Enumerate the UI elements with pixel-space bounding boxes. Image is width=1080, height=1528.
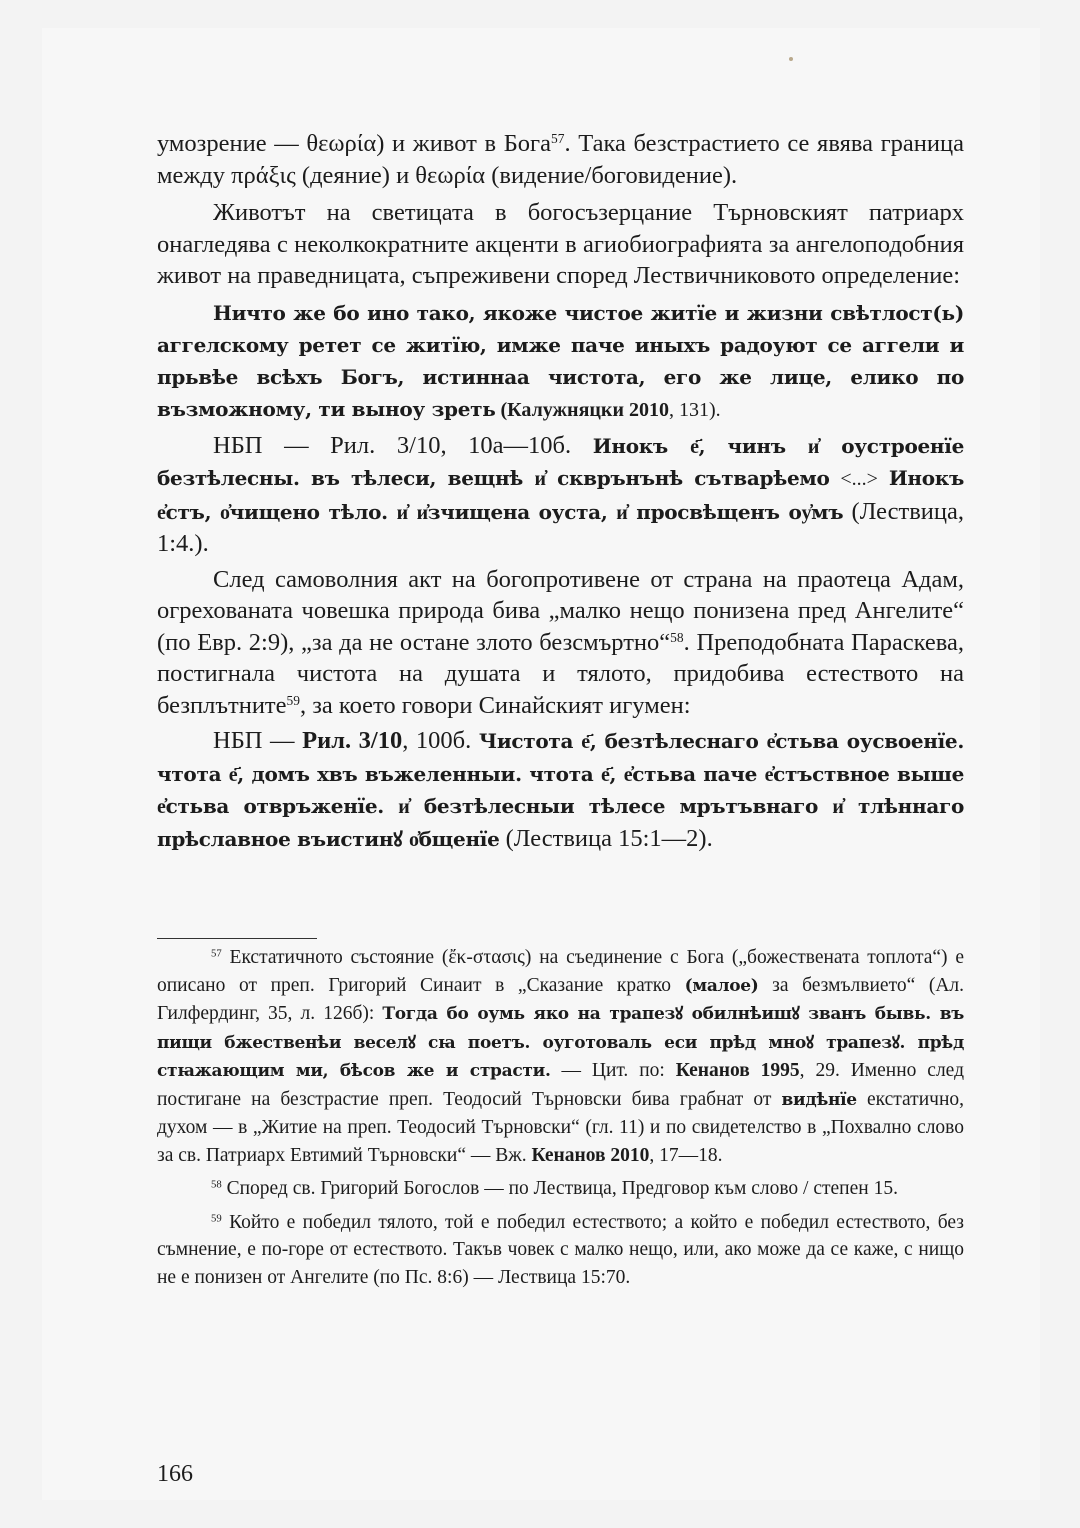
paper-speck [789,57,793,61]
quote-2: НБП — Рил. 3/10, 10а—10б. Инокъ е҃, чинъ и҆ оустроенїе безтѣлесны. въ тѣлеси, вещнѣ и҆ скврънънѣ сътварѣемо <...> Инокъ е҆стъ, о҆чищено тѣло. и҆ и҆зчищена оуста, и҆ просвѣщенъ оу҆мъ (Лествица, 1:4.). [157,431,965,557]
main-text [157,128,964,855]
paragraph-3: След самоволния акт на богопротивене от страна на праотеца Адам, огрехованата човешка природа бива „малко нещо понизена пред Ангелите“ (по Евр. 2:9), „за да не остане злото безсмъртно“$^{58}$. Преподобната Параскева, постигнала чистота на душата и тялото, придобива естеството на безплътните$^{59}$, за което говори Синайският игумен: [157,565,964,719]
paragraph-2: Животът на светицата в богосъзерцание Търновският патриарх онагледява с неколкократните акценти в агиобиографията за ангелоподобния живот на праведницата, съпреживени според Лествичниковото определение: [157,199,964,289]
church-slavonic-quote-1: Ничто же бо ино тако, якоже чистое житїе и жизни свѣтлост(ь) аггелскому ретет се житїю, имже паче иныхъ радоуют се аггели и прьвѣе всѣхъ Богъ, истиннаа чистота, его же лице, елико по възможному, ти выноу зреть [157,300,964,421]
paragraph-1: умозрение — θεωρία) и живот в Бога$^{57}$. Така безстрастието се явява граница между πράξις (деяние) и θεωρία (видение/боговидение). [157,130,964,189]
quote-1: Ничто же бо ино тако, якоже чистое житїе и жизни свѣтлост(ь) аггелскому ретет се житїю, имже паче иныхъ радоуют се аггели и прьвѣе всѣхъ Богъ, истиннаа чистота, его же лице, елико по възможному, ти выноу зреть (Калужняцки 2010, 131). [157,300,964,421]
quote-3: НБП — Рил. 3/10, 100б. Чистота е҃, безтѣлеснаго е҆стьва оусвоенїе. чтота е҃, домъ хвъ въжеленныи. чтота е҃, е҆стьва паче е҆стъствное выше е҆стьва отвръженїе. и҆ безтѣлесныи тѣлесе мрътъвнаго и҆ тлѣннаго прѣславное въистинꙋ о҆бщенїе (Лествица 15:1—2). [157,727,965,852]
page-number: 166 [157,1461,193,1487]
footnote-58: $^{58}$ Според св. Григорий Богослов — по Лествица, Предговор към слово / степен 15. [211,1178,898,1199]
footnote-57: $^{57}$ Екстатичното състояние (ἔκ-στασις) на съединение с Бога („божествената топлота“) е описано от преп. Григорий Синаит в „Сказание кратко (малое) за безмълвието“ (Ал. Гилфердинг, 35, л. 126б): Тогда бо оумь яко на трапезꙋ обилнѣишꙋ званъ бывь. въ пищи бжественѣи веселꙋ сꙗ поетъ. оуготоваль еси прѣд мноꙋ трапезꙋ. прѣд стꙗжающим ми, бѣсов же и страсти. — Цит. по: Кенанов 1995, 29. Именно след постигане на безстрастие преп. Теодосий Търновски бива грабнат от видѣнїе екстатично, духом — в „Житие на преп. Теодосий Търновски“ (гл. 11) и по свидетелство в „Похвално слово за св. Патриарх Евтимий Търновски“ — Вж. Кенанов 2010, 17—18. [157,947,965,1166]
footnote-59: $^{59}$ Който е победил тялото, той е победил естеството; а който е победил естеството, без съмнение, е по-горе от естеството. Такъв човек с малко нещо, или, ако може да се каже, с нищо не е понизен от Ангелите (по Пс. 8:6) — Лествица 15:70. [157,1211,964,1288]
footnote-separator [157,938,317,939]
footnote-ref-58[interactable]: 58 [670,629,684,645]
citation-kaluzhnyatski: (Калужняцки 2010 [500,398,669,421]
footnote-ref-59[interactable]: 59 [286,692,300,708]
footnotes [157,944,964,1291]
footnote-ref-57[interactable]: 57 [550,130,565,146]
